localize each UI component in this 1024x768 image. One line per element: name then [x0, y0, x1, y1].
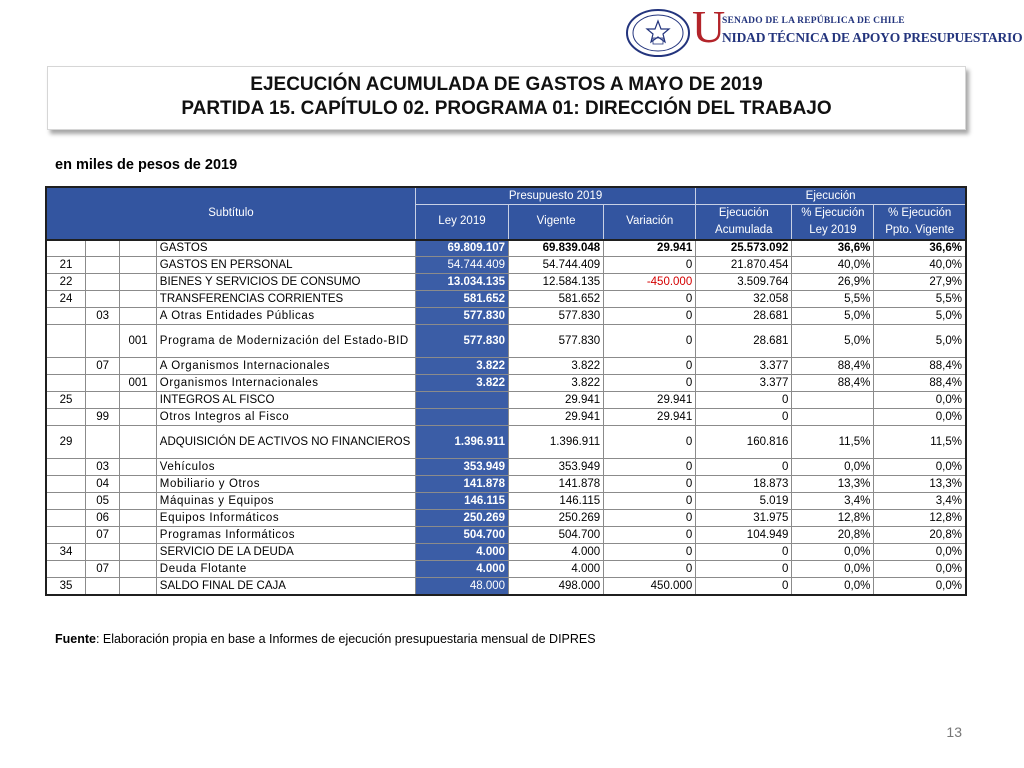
table-row	[46, 493, 966, 510]
table-cell	[792, 409, 874, 426]
table-cell: 160.816	[696, 426, 792, 459]
table-row	[46, 325, 966, 358]
table-cell: 3.377	[696, 375, 792, 392]
table-cell: 36,6%	[792, 240, 874, 257]
table-cell	[415, 392, 508, 409]
table-cell: 141.878	[415, 476, 508, 493]
table-cell: 0,0%	[874, 561, 966, 578]
table-cell	[85, 426, 119, 459]
table-cell: 0	[604, 291, 696, 308]
table-cell: 12,8%	[874, 510, 966, 527]
table-cell: 001	[120, 325, 156, 358]
table-cell: 13,3%	[792, 476, 874, 493]
table-cell: 0	[604, 257, 696, 274]
header-text: % Ejecución	[801, 206, 865, 219]
table-cell: 22	[46, 274, 85, 291]
header-text: % Ejecución	[888, 206, 952, 219]
table-cell	[120, 578, 156, 595]
header-presupuesto: Presupuesto 2019	[415, 187, 695, 204]
table-row	[46, 358, 966, 375]
table-cell	[85, 325, 119, 358]
table-cell: SALDO FINAL DE CAJA	[156, 578, 415, 595]
table-cell: SERVICIO DE LA DEUDA	[156, 544, 415, 561]
table-cell: 0,0%	[792, 561, 874, 578]
table-cell: 5,5%	[874, 291, 966, 308]
table-cell: 141.878	[509, 476, 604, 493]
table-cell: 0	[604, 527, 696, 544]
table-cell: 0	[604, 510, 696, 527]
table-cell	[120, 459, 156, 476]
table-cell	[120, 426, 156, 459]
table-cell: 35	[46, 578, 85, 595]
table-cell: 07	[85, 527, 119, 544]
table-cell: 4.000	[415, 544, 508, 561]
table-cell: 0	[604, 459, 696, 476]
table-cell: 04	[85, 476, 119, 493]
table-cell: 450.000	[604, 578, 696, 595]
table-cell: 0	[696, 578, 792, 595]
table-cell: 0	[696, 459, 792, 476]
logo-unit-text: NIDAD TÉCNICA DE APOYO PRESUPUESTARIO	[722, 30, 1023, 45]
header-ley: Ley 2019	[415, 204, 508, 240]
table-cell: 20,8%	[792, 527, 874, 544]
table-cell: 07	[85, 358, 119, 375]
header-subtitulo: Subtítulo	[46, 187, 415, 240]
table-cell: 88,4%	[792, 375, 874, 392]
table-cell	[46, 409, 85, 426]
table-cell: 0,0%	[874, 544, 966, 561]
table-row	[46, 240, 966, 257]
table-cell: 34	[46, 544, 85, 561]
table-cell: 577.830	[415, 308, 508, 325]
table-cell: TRANSFERENCIAS CORRIENTES	[156, 291, 415, 308]
table-cell: 03	[85, 308, 119, 325]
table-cell: A Organismos Internacionales	[156, 358, 415, 375]
source-note	[55, 632, 596, 646]
table-cell: 3.377	[696, 358, 792, 375]
table-row	[46, 308, 966, 325]
table-cell: 146.115	[415, 493, 508, 510]
table-cell: 5,0%	[792, 308, 874, 325]
senate-logo	[624, 1, 1023, 58]
table-cell	[85, 274, 119, 291]
table-cell: 504.700	[509, 527, 604, 544]
table-cell: 5,0%	[874, 308, 966, 325]
table-cell: 13.034.135	[415, 274, 508, 291]
table-row	[46, 426, 966, 459]
table-cell: 0	[604, 544, 696, 561]
table-row	[46, 578, 966, 595]
table-cell: GASTOS EN PERSONAL	[156, 257, 415, 274]
table-cell: 3,4%	[874, 493, 966, 510]
table-cell: 3.509.764	[696, 274, 792, 291]
table-cell	[120, 274, 156, 291]
table-cell	[85, 544, 119, 561]
table-cell: 36,6%	[874, 240, 966, 257]
table-cell	[46, 358, 85, 375]
table-cell: 29.941	[509, 409, 604, 426]
table-row	[46, 476, 966, 493]
budget-table	[45, 186, 967, 596]
table-cell: 12,8%	[792, 510, 874, 527]
table-cell: 21.870.454	[696, 257, 792, 274]
header-text: Acumulada	[715, 223, 773, 236]
table-cell: 12.584.135	[509, 274, 604, 291]
table-cell: Mobiliario y Otros	[156, 476, 415, 493]
table-cell: 88,4%	[792, 358, 874, 375]
table-cell	[120, 308, 156, 325]
table-cell: -450.000	[604, 274, 696, 291]
table-cell	[85, 375, 119, 392]
header-text: Ppto. Vigente	[885, 223, 955, 236]
table-cell	[120, 240, 156, 257]
table-cell: 54.744.409	[509, 257, 604, 274]
table-cell	[120, 392, 156, 409]
table-cell: BIENES Y SERVICIOS DE CONSUMO	[156, 274, 415, 291]
table-cell: 581.652	[415, 291, 508, 308]
table-cell: 0	[604, 375, 696, 392]
table-cell	[46, 459, 85, 476]
table-row	[46, 375, 966, 392]
table-cell: 20,8%	[874, 527, 966, 544]
table-cell: 498.000	[509, 578, 604, 595]
table-cell	[120, 409, 156, 426]
table-cell: 11,5%	[874, 426, 966, 459]
table-cell: 0,0%	[874, 392, 966, 409]
table-cell	[120, 476, 156, 493]
table-cell	[85, 291, 119, 308]
table-row	[46, 561, 966, 578]
header-pct-ley	[792, 204, 874, 240]
table-cell: 0	[696, 561, 792, 578]
table-cell: Equipos Informáticos	[156, 510, 415, 527]
table-row	[46, 257, 966, 274]
title-line-1: EJECUCIÓN ACUMULADA DE GASTOS A MAYO DE 2019	[250, 74, 763, 95]
table-cell: 0	[604, 358, 696, 375]
table-cell: 21	[46, 257, 85, 274]
table-cell: 06	[85, 510, 119, 527]
table-cell	[85, 392, 119, 409]
table-row	[46, 274, 966, 291]
header-pct-vigente	[874, 204, 966, 240]
table-cell: 99	[85, 409, 119, 426]
table-cell: 001	[120, 375, 156, 392]
table-cell: 11,5%	[792, 426, 874, 459]
table-cell: Vehículos	[156, 459, 415, 476]
table-cell: 250.269	[415, 510, 508, 527]
table-cell	[120, 493, 156, 510]
table-cell: Deuda Flotante	[156, 561, 415, 578]
table-cell	[415, 409, 508, 426]
table-cell	[156, 325, 415, 358]
table-cell	[120, 358, 156, 375]
logo-senate-text: SENADO DE LA REPÚBLICA DE CHILE	[722, 16, 905, 26]
table-cell: 29.941	[604, 409, 696, 426]
table-row	[46, 291, 966, 308]
table-cell: 69.839.048	[509, 240, 604, 257]
table-cell	[120, 510, 156, 527]
table-cell	[120, 291, 156, 308]
table-cell: 31.975	[696, 510, 792, 527]
table-cell: 32.058	[696, 291, 792, 308]
table-cell: 0	[696, 544, 792, 561]
table-cell: GASTOS	[156, 240, 415, 257]
table-cell: 104.949	[696, 527, 792, 544]
table-cell: 250.269	[509, 510, 604, 527]
table-cell: 29	[46, 426, 85, 459]
table-cell	[46, 325, 85, 358]
cell-text: ADQUISICIÓN DE ACTIVOS NO FINANCIEROS	[159, 436, 411, 448]
header-vigente: Vigente	[509, 204, 604, 240]
table-cell: 0	[604, 426, 696, 459]
source-label: Fuente	[55, 632, 96, 646]
table-cell	[46, 561, 85, 578]
table-cell	[46, 375, 85, 392]
table-cell	[792, 392, 874, 409]
table-cell: 4.000	[509, 544, 604, 561]
table-cell: 0,0%	[874, 578, 966, 595]
logo-u-letter: U	[692, 1, 726, 52]
table-cell	[120, 544, 156, 561]
table-cell: 353.949	[415, 459, 508, 476]
table-row	[46, 459, 966, 476]
table-cell: 577.830	[415, 325, 508, 358]
header-variacion: Variación	[604, 204, 696, 240]
table-cell: 13,3%	[874, 476, 966, 493]
source-text: : Elaboración propia en base a Informes de ejecución presupuestaria mensual de DIPRES	[95, 632, 596, 646]
table-cell: 28.681	[696, 308, 792, 325]
table-cell: 0,0%	[874, 409, 966, 426]
table-cell: 353.949	[509, 459, 604, 476]
table-cell: Máquinas y Equipos	[156, 493, 415, 510]
table-cell: 54.744.409	[415, 257, 508, 274]
table-cell	[46, 308, 85, 325]
table-cell: 0,0%	[792, 544, 874, 561]
table-cell	[46, 527, 85, 544]
table-cell: Programas Informáticos	[156, 527, 415, 544]
table-cell: 0,0%	[874, 459, 966, 476]
table-cell: 3.822	[509, 358, 604, 375]
table-cell: 48.000	[415, 578, 508, 595]
table-cell: 581.652	[509, 291, 604, 308]
table-cell: 24	[46, 291, 85, 308]
table-cell: 4.000	[415, 561, 508, 578]
page-number: 13	[946, 724, 962, 740]
senate-seal-icon	[624, 8, 692, 58]
table-cell: 4.000	[509, 561, 604, 578]
table-cell	[85, 578, 119, 595]
table-cell	[120, 561, 156, 578]
table-cell: 29.941	[604, 240, 696, 257]
table-cell	[46, 476, 85, 493]
table-cell: 27,9%	[874, 274, 966, 291]
table-row	[46, 544, 966, 561]
table-cell: 29.941	[604, 392, 696, 409]
table-cell: 146.115	[509, 493, 604, 510]
table-cell: 5,0%	[792, 325, 874, 358]
table-cell: 1.396.911	[509, 426, 604, 459]
header-text: Ley 2019	[809, 223, 857, 236]
table-cell: 28.681	[696, 325, 792, 358]
table-cell: 88,4%	[874, 358, 966, 375]
table-cell: 26,9%	[792, 274, 874, 291]
table-row	[46, 527, 966, 544]
table-cell	[46, 240, 85, 257]
table-cell	[46, 510, 85, 527]
table-row	[46, 392, 966, 409]
table-cell: 0	[604, 561, 696, 578]
table-cell: 3.822	[415, 358, 508, 375]
table-cell: Organismos Internacionales	[156, 375, 415, 392]
table-cell: 3.822	[509, 375, 604, 392]
table-cell: 40,0%	[874, 257, 966, 274]
table-cell: 0	[696, 409, 792, 426]
cell-text: Programa de Modernización del Estado-BID	[159, 335, 409, 347]
table-cell	[120, 527, 156, 544]
table-cell: 0	[604, 476, 696, 493]
table-cell	[120, 257, 156, 274]
table-cell: 29.941	[509, 392, 604, 409]
table-cell: 25.573.092	[696, 240, 792, 257]
title-line-2: PARTIDA 15. CAPÍTULO 02. PROGRAMA 01: DIRECCIÓN DEL TRABAJO	[181, 98, 832, 119]
table-cell: A Otras Entidades Públicas	[156, 308, 415, 325]
table-cell: 504.700	[415, 527, 508, 544]
table-cell: Otros Integros al Fisco	[156, 409, 415, 426]
table-cell	[85, 240, 119, 257]
table-cell: 577.830	[509, 325, 604, 358]
header-ejecucion-acumulada	[696, 204, 792, 240]
table-cell: 5,0%	[874, 325, 966, 358]
table-cell	[156, 426, 415, 459]
table-cell: 1.396.911	[415, 426, 508, 459]
table-cell: 25	[46, 392, 85, 409]
table-cell: 18.873	[696, 476, 792, 493]
table-cell: 5,5%	[792, 291, 874, 308]
table-row	[46, 409, 966, 426]
table-cell: 577.830	[509, 308, 604, 325]
table-cell: 0	[604, 325, 696, 358]
table-cell: 3,4%	[792, 493, 874, 510]
header-text: Ejecución	[718, 206, 769, 219]
table-cell: 05	[85, 493, 119, 510]
table-cell: 0,0%	[792, 578, 874, 595]
table-cell: 5.019	[696, 493, 792, 510]
header-ejecucion: Ejecución	[696, 187, 966, 204]
table-cell: 40,0%	[792, 257, 874, 274]
table-cell: 0	[604, 493, 696, 510]
table-cell: 69.809.107	[415, 240, 508, 257]
table-cell: INTEGROS AL FISCO	[156, 392, 415, 409]
table-cell	[46, 493, 85, 510]
table-cell: 0	[696, 392, 792, 409]
title-box	[47, 66, 966, 130]
table-cell: 0,0%	[792, 459, 874, 476]
table-cell	[85, 257, 119, 274]
table-cell: 07	[85, 561, 119, 578]
table-cell: 03	[85, 459, 119, 476]
table-cell: 3.822	[415, 375, 508, 392]
table-row	[46, 510, 966, 527]
table-cell: 88,4%	[874, 375, 966, 392]
table-cell: 0	[604, 308, 696, 325]
units-subtitle: en miles de pesos de 2019	[55, 157, 238, 173]
